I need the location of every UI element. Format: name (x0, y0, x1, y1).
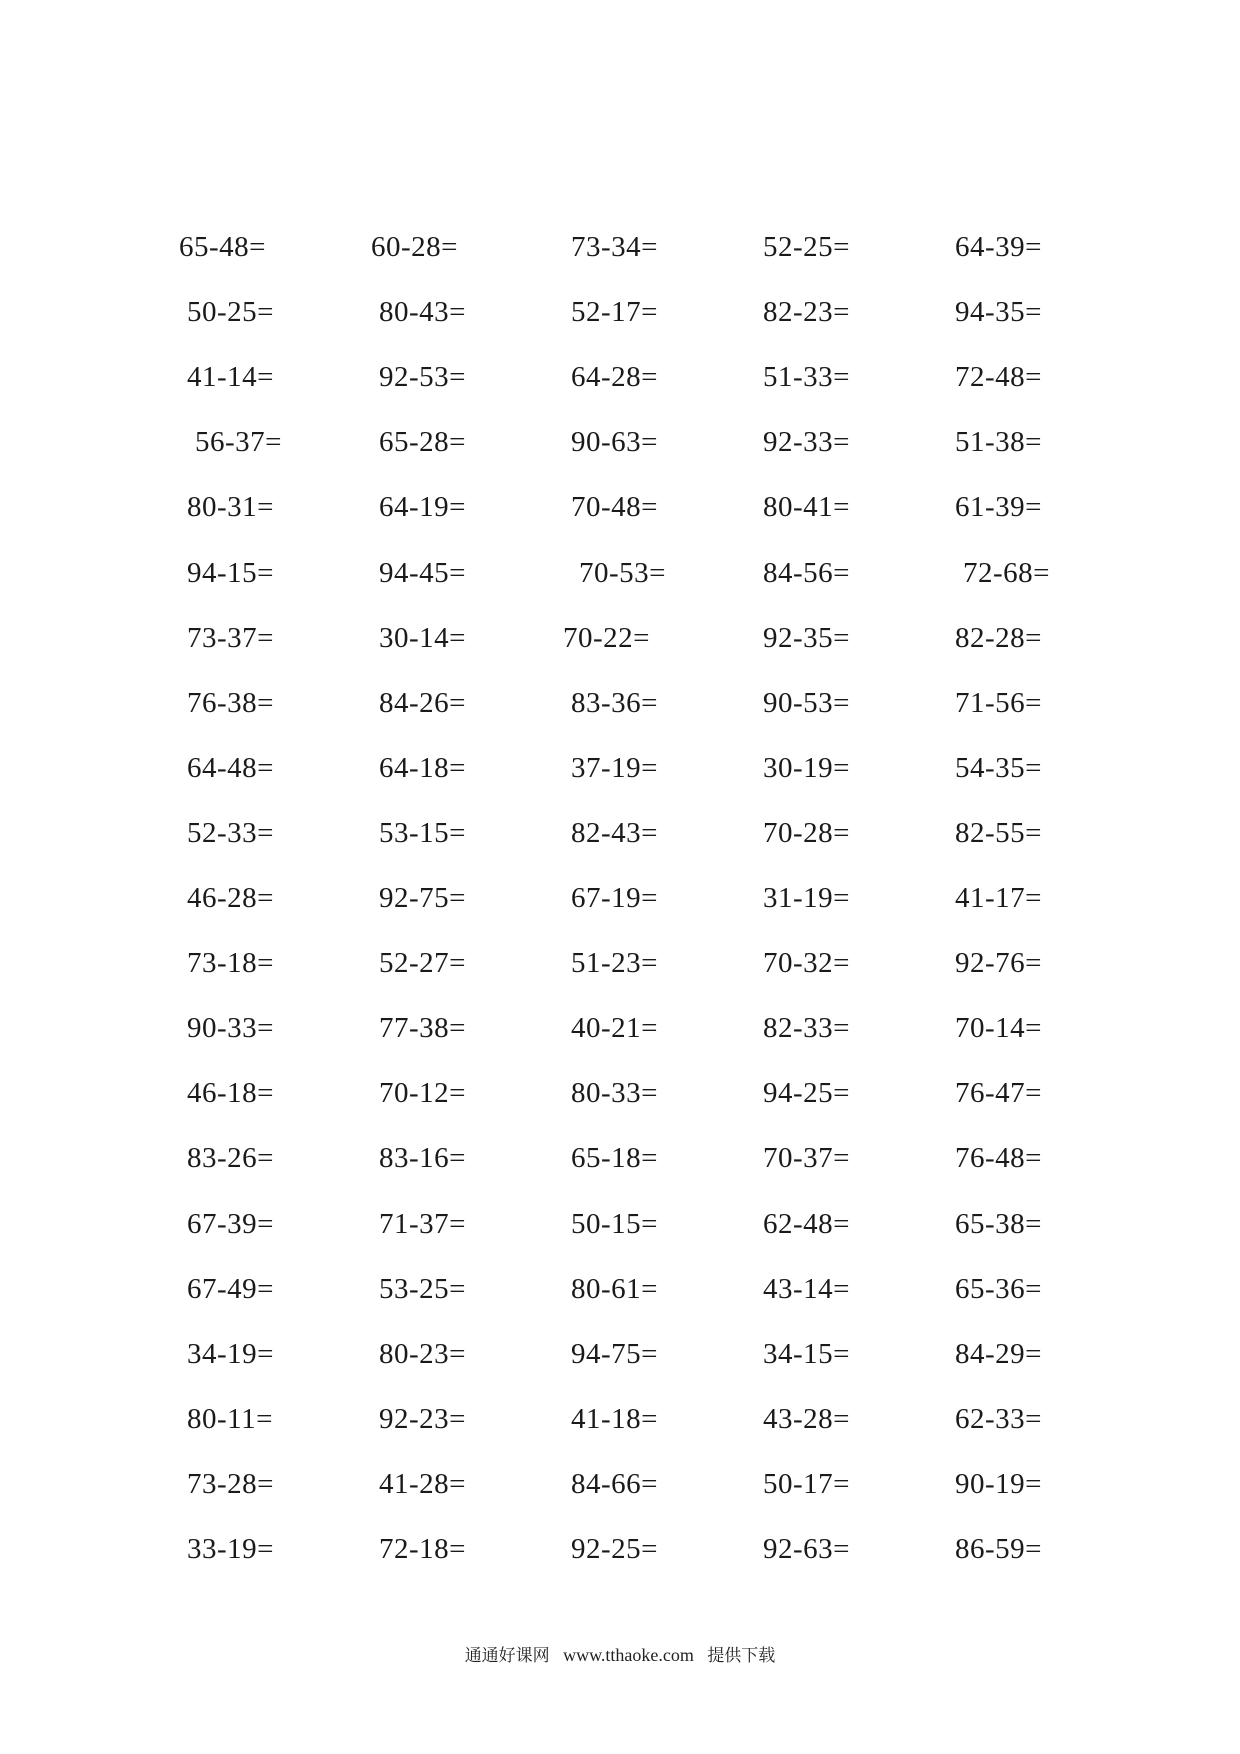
problem-r1-c1: 65-48= (179, 231, 267, 263)
problem-r16-c3: 50-15= (571, 1208, 659, 1240)
problem-r7-c2: 30-14= (379, 622, 467, 654)
problem-r11-c5: 41-17= (955, 882, 1043, 914)
problem-r4-c4: 92-33= (763, 426, 851, 458)
problem-r3-c3: 64-28= (571, 361, 659, 393)
problem-r17-c3: 80-61= (571, 1273, 659, 1305)
problem-r3-c1: 41-14= (187, 361, 275, 393)
problem-r1-c5: 64-39= (955, 231, 1043, 263)
problem-r20-c1: 73-28= (187, 1468, 275, 1500)
problem-r7-c5: 82-28= (955, 622, 1043, 654)
problem-r2-c4: 82-23= (763, 296, 851, 328)
problem-r21-c4: 92-63= (763, 1533, 851, 1565)
problem-r6-c2: 94-45= (379, 557, 467, 589)
problem-r5-c1: 80-31= (187, 491, 275, 523)
problem-r9-c4: 30-19= (763, 752, 851, 784)
problem-r10-c5: 82-55= (955, 817, 1043, 849)
problem-r4-c3: 90-63= (571, 426, 659, 458)
problem-r15-c5: 76-48= (955, 1142, 1043, 1174)
problem-r6-c4: 84-56= (763, 557, 851, 589)
problem-r5-c5: 61-39= (955, 491, 1043, 523)
problem-r19-c3: 41-18= (571, 1403, 659, 1435)
problem-r8-c4: 90-53= (763, 687, 851, 719)
problem-r5-c2: 64-19= (379, 491, 467, 523)
problem-r18-c1: 34-19= (187, 1338, 275, 1370)
problem-r9-c3: 37-19= (571, 752, 659, 784)
problem-r15-c2: 83-16= (379, 1142, 467, 1174)
problem-r14-c2: 70-12= (379, 1077, 467, 1109)
problem-r10-c1: 52-33= (187, 817, 275, 849)
problem-r11-c1: 46-28= (187, 882, 275, 914)
problem-r16-c4: 62-48= (763, 1208, 851, 1240)
problem-r2-c3: 52-17= (571, 296, 659, 328)
problem-r4-c2: 65-28= (379, 426, 467, 458)
problem-r10-c2: 53-15= (379, 817, 467, 849)
problem-r12-c2: 52-27= (379, 947, 467, 979)
problem-r14-c1: 46-18= (187, 1077, 275, 1109)
problem-r7-c3: 70-22= (563, 622, 651, 654)
problem-r6-c5: 72-68= (963, 557, 1051, 589)
problem-r16-c5: 65-38= (955, 1208, 1043, 1240)
problem-r14-c4: 94-25= (763, 1077, 851, 1109)
problem-r15-c4: 70-37= (763, 1142, 851, 1174)
problem-r21-c3: 92-25= (571, 1533, 659, 1565)
problem-r21-c2: 72-18= (379, 1533, 467, 1565)
problem-r14-c5: 76-47= (955, 1077, 1043, 1109)
problem-r6-c1: 94-15= (187, 557, 275, 589)
problem-r11-c4: 31-19= (763, 882, 851, 914)
footer-site-name: 通通好课网 (464, 1646, 550, 1666)
problem-r18-c5: 84-29= (955, 1338, 1043, 1370)
problem-r20-c5: 90-19= (955, 1468, 1043, 1500)
problem-r13-c5: 70-14= (955, 1012, 1043, 1044)
problem-r8-c1: 76-38= (187, 687, 275, 719)
problem-r17-c1: 67-49= (187, 1273, 275, 1305)
problem-r6-c3: 70-53= (579, 557, 667, 589)
problem-r15-c1: 83-26= (187, 1142, 275, 1174)
problem-r4-c5: 51-38= (955, 426, 1043, 458)
problem-r2-c5: 94-35= (955, 296, 1043, 328)
problem-r9-c1: 64-48= (187, 752, 275, 784)
problem-r12-c1: 73-18= (187, 947, 275, 979)
problem-r13-c3: 40-21= (571, 1012, 659, 1044)
problem-r12-c3: 51-23= (571, 947, 659, 979)
problem-r19-c4: 43-28= (763, 1403, 851, 1435)
problem-r12-c4: 70-32= (763, 947, 851, 979)
problem-r8-c3: 83-36= (571, 687, 659, 719)
problem-r19-c2: 92-23= (379, 1403, 467, 1435)
problem-r17-c2: 53-25= (379, 1273, 467, 1305)
problem-r13-c4: 82-33= (763, 1012, 851, 1044)
problem-r15-c3: 65-18= (571, 1142, 659, 1174)
problem-r20-c4: 50-17= (763, 1468, 851, 1500)
problem-r13-c2: 77-38= (379, 1012, 467, 1044)
problem-r8-c2: 84-26= (379, 687, 467, 719)
problem-r18-c4: 34-15= (763, 1338, 851, 1370)
problem-r19-c1: 80-11= (187, 1403, 273, 1435)
problem-r1-c2: 60-28= (371, 231, 459, 263)
problem-r8-c5: 71-56= (955, 687, 1043, 719)
problem-r1-c3: 73-34= (571, 231, 659, 263)
problem-r11-c3: 67-19= (571, 882, 659, 914)
problem-r5-c4: 80-41= (763, 491, 851, 523)
problem-r20-c3: 84-66= (571, 1468, 659, 1500)
problem-r1-c4: 52-25= (763, 231, 851, 263)
problem-r21-c5: 86-59= (955, 1533, 1043, 1565)
problem-r13-c1: 90-33= (187, 1012, 275, 1044)
problem-r2-c2: 80-43= (379, 296, 467, 328)
problem-r3-c4: 51-33= (763, 361, 851, 393)
footer-suffix: 提供下载 (707, 1646, 776, 1666)
problem-r18-c2: 80-23= (379, 1338, 467, 1370)
problem-r12-c5: 92-76= (955, 947, 1043, 979)
problem-r9-c2: 64-18= (379, 752, 467, 784)
problem-r9-c5: 54-35= (955, 752, 1043, 784)
problem-r5-c3: 70-48= (571, 491, 659, 523)
problem-r19-c5: 62-33= (955, 1403, 1043, 1435)
problem-r3-c2: 92-53= (379, 361, 467, 393)
problem-r17-c4: 43-14= (763, 1273, 851, 1305)
problem-r20-c2: 41-28= (379, 1468, 467, 1500)
footer-site-url: www.tthaoke.com (563, 1645, 694, 1665)
problem-r14-c3: 80-33= (571, 1077, 659, 1109)
problem-r11-c2: 92-75= (379, 882, 467, 914)
problem-r21-c1: 33-19= (187, 1533, 275, 1565)
problem-r10-c3: 82-43= (571, 817, 659, 849)
problem-r10-c4: 70-28= (763, 817, 851, 849)
problem-r2-c1: 50-25= (187, 296, 275, 328)
problem-r7-c4: 92-35= (763, 622, 851, 654)
problem-r17-c5: 65-36= (955, 1273, 1043, 1305)
problem-r3-c5: 72-48= (955, 361, 1043, 393)
problem-r4-c1: 56-37= (195, 426, 283, 458)
problem-r7-c1: 73-37= (187, 622, 275, 654)
problem-r16-c1: 67-39= (187, 1208, 275, 1240)
problem-r18-c3: 94-75= (571, 1338, 659, 1370)
problem-r16-c2: 71-37= (379, 1208, 467, 1240)
page-footer (0, 1646, 1240, 1665)
